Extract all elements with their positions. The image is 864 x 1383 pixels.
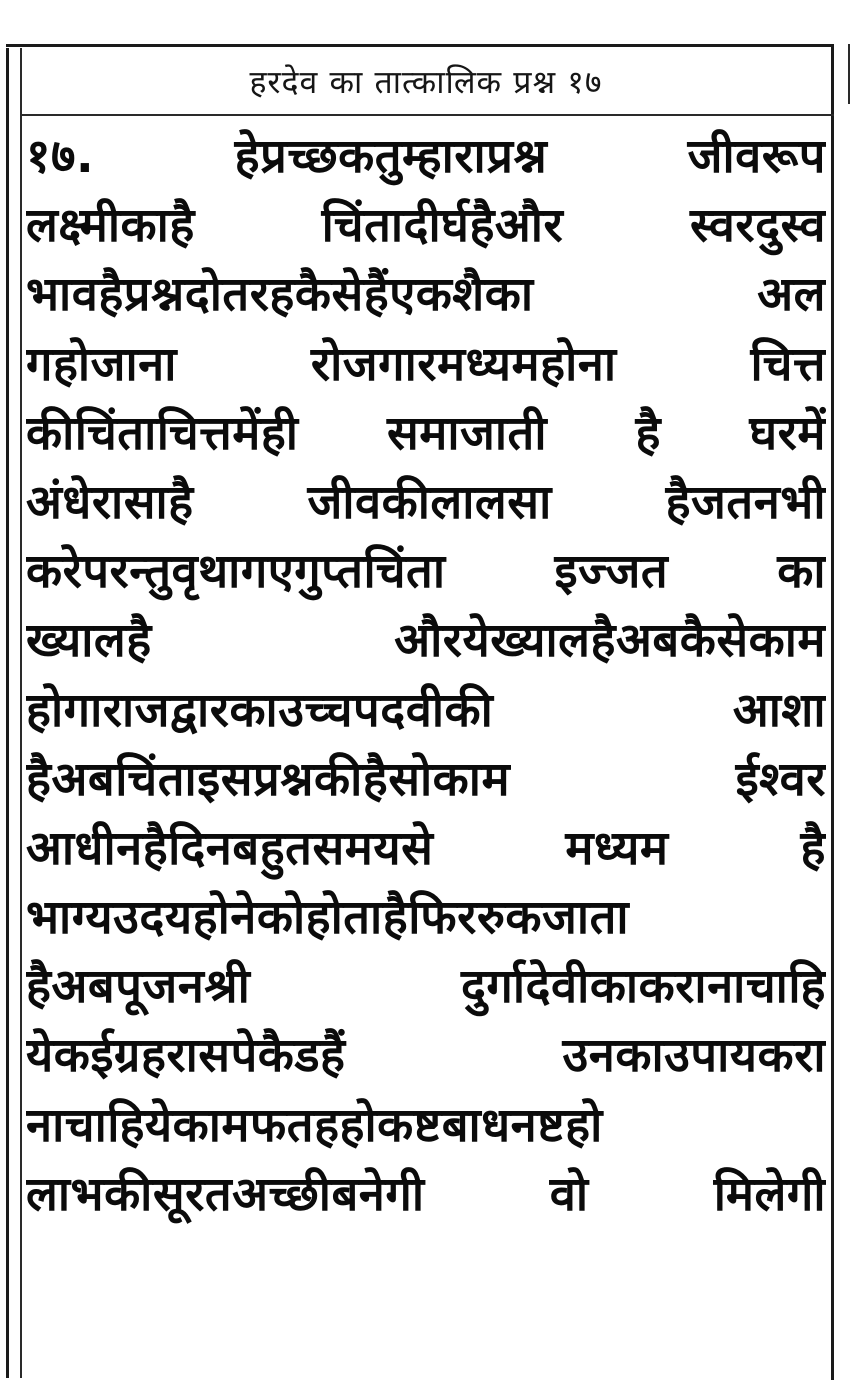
text-line: येकईग्रहरासपेकैडहैं उनकाउपायकरा	[26, 1028, 826, 1084]
body-text	[26, 122, 826, 1372]
text-line: लाभकीसूरतअच्छीबनेगी वो मिलेगी	[26, 1166, 826, 1222]
text-line: करेपरन्तुवृथागएगुप्तचिंता इज्जत का	[26, 544, 826, 600]
text-line: आधीनहैदिनबहुतसमयसे मध्यम है	[26, 820, 826, 876]
text-line: ख्यालहै औरयेख्यालहैअबकैसेकाम	[26, 613, 826, 669]
text-line: कीचिंताचित्तमेंही समाजाती है घरमें	[26, 405, 826, 461]
text-line: होगाराजद्वारकाउच्चपदवीकी आशा	[26, 682, 826, 738]
text-line: हैअबपूजनश्री दुर्गादेवीकाकरानाचाहि	[26, 959, 826, 1015]
text-line: नाचाहियेकामफतहहोकष्टबाधनष्टहो	[26, 1097, 603, 1153]
text-line: भाग्यउदयहोनेकोहोताहैफिररुकजाता	[26, 890, 630, 946]
top-border-rule	[6, 44, 834, 47]
right-border-rule	[831, 44, 834, 1380]
text-line: १७. हेप्रच्छकतुम्हाराप्रश्न जीवरूप	[26, 129, 826, 184]
left-border-rule	[6, 48, 9, 1378]
text-line: अंधेरासाहै जीवकीलालसा हैजतनभी	[26, 474, 826, 530]
header-divider	[20, 114, 834, 116]
text-line: लक्ष्मीकाहै चिंतादीर्घहैऔर स्वरदुस्व	[26, 198, 826, 254]
page-header: हरदेव का तात्कालिक प्रश्न १७	[249, 62, 603, 101]
left-inner-border-rule	[20, 48, 22, 1378]
text-line: गहोजाना रोजगारमध्यमहोना चित्त	[26, 336, 826, 392]
text-line: भावहैप्रश्नदोतरहकैसेहैंएकशैका अल	[26, 267, 826, 323]
text-line: हैअबचिंताइसप्रश्नकीहैसोकाम ईश्वर	[26, 751, 826, 807]
right-edge-mark	[848, 44, 850, 104]
